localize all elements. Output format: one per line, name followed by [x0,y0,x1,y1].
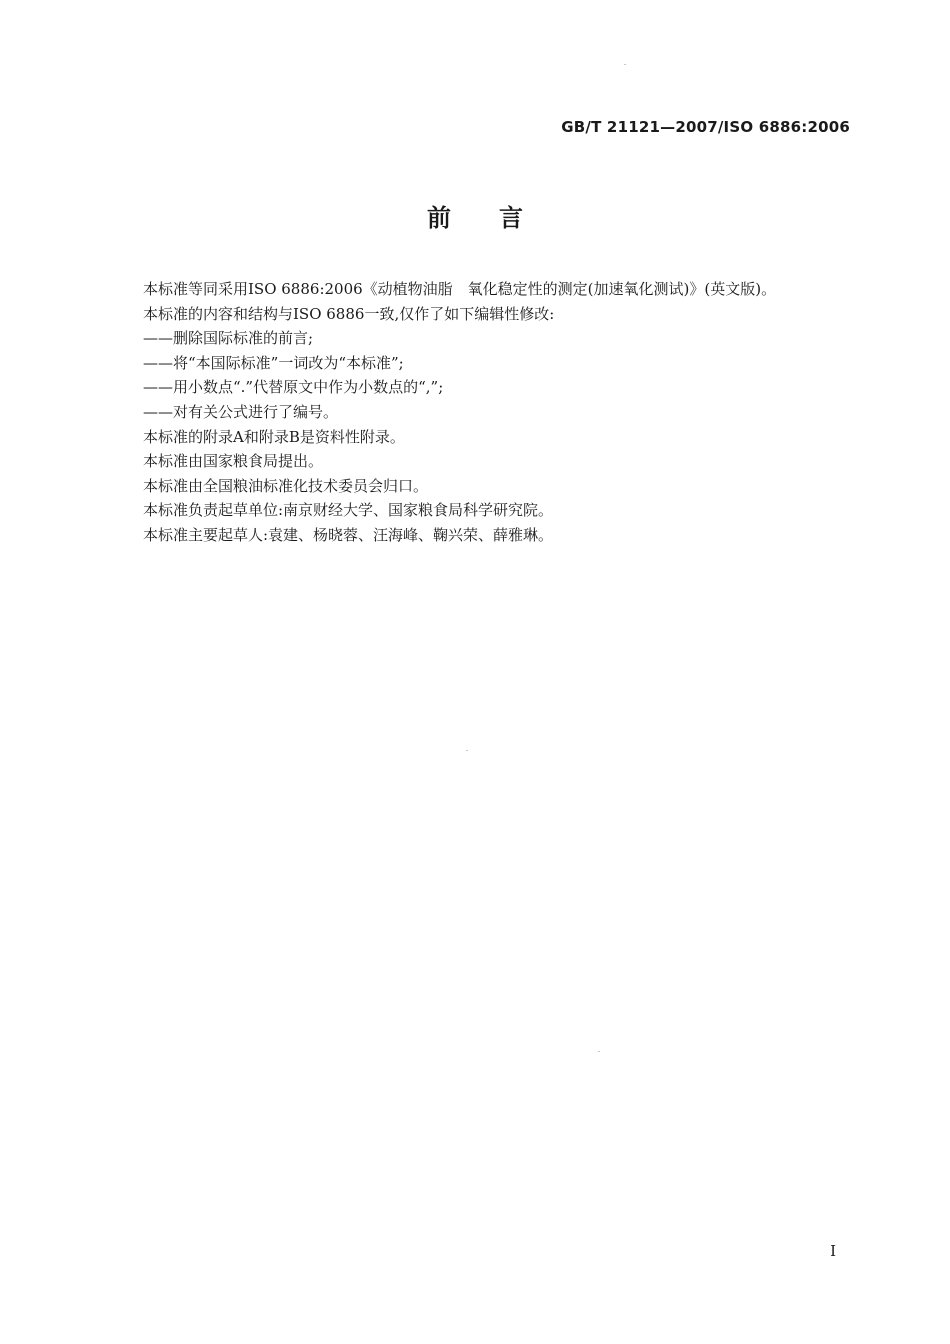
scan-speck [466,750,468,751]
page-title: 前言 [427,204,571,232]
standard-code: GB/T 21121—2007/ISO 6886:2006 [561,118,850,136]
list-item: ——删除国际标准的前言; [143,329,314,348]
paragraph: 本标准的内容和结构与ISO 6886一致,仅作了如下编辑性修改: [143,304,555,323]
scan-speck [624,64,626,65]
scan-speck [598,1051,600,1052]
paragraph: 本标准负责起草单位:南京财经大学、国家粮食局科学研究院。 [143,501,554,520]
foreword-body [143,277,843,548]
paragraph: 本标准的附录A和附录B是资料性附录。 [143,427,405,446]
paragraph: 本标准由全国粮油标准化技术委员会归口。 [143,476,429,495]
list-item: ——将“本国际标准”一词改为“本标准”; [143,353,404,372]
list-item: ——用小数点“.”代替原文中作为小数点的“,”; [143,378,444,397]
paragraph: 本标准由国家粮食局提出。 [143,452,324,471]
page-number: I [830,1242,836,1260]
list-item: ——对有关公式进行了编号。 [143,402,339,421]
paragraph: 本标准主要起草人:袁建、杨晓蓉、汪海峰、鞠兴荣、薛雅琳。 [143,525,554,544]
paragraph: 本标准等同采用ISO 6886:2006《动植物油脂 氧化稳定性的测定(加速氧化测试)》(英文版)。 [143,280,777,298]
